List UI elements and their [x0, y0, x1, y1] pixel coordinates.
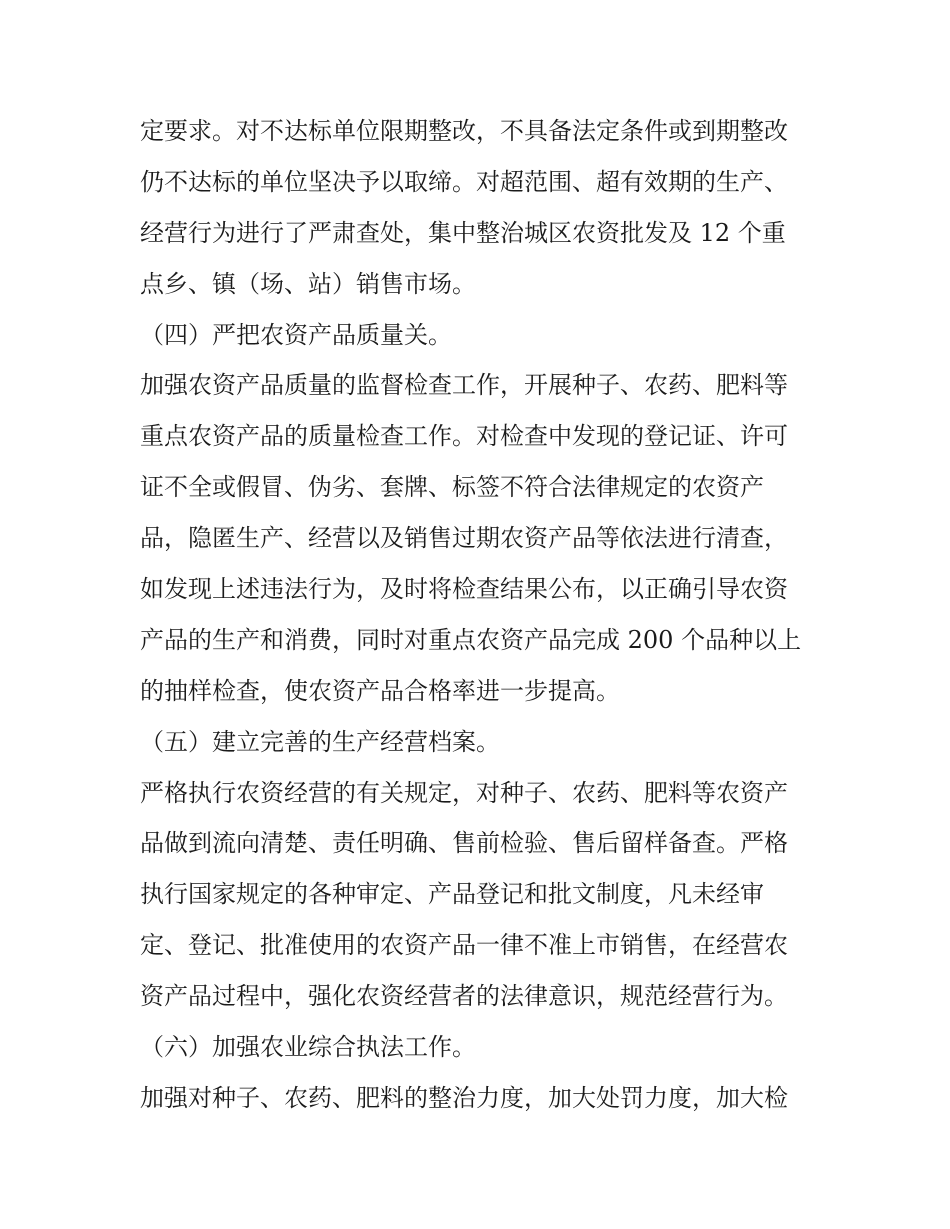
body-line: 定要求。对不达标单位限期整改，不具备法定条件或到期整改 — [140, 117, 788, 145]
body-line: 品，隐匿生产、经营以及销售过期农资产品等依法进行清查， — [140, 524, 788, 553]
section-heading-5: （五）建立完善的生产经营档案。 — [140, 727, 500, 756]
body-line: 证不全或假冒、伪劣、套牌、标签不符合法律规定的农资产 — [140, 473, 764, 502]
body-line: 严格执行农资经营的有关规定，对种子、农药、肥料等农资产 — [140, 778, 788, 807]
body-line: 如发现上述违法行为，及时将检查结果公布，以正确引导农资 — [140, 575, 788, 604]
body-line: 执行国家规定的各种审定、产品登记和批文制度，凡未经审 — [140, 880, 764, 909]
body-line: 点乡、镇（场、站）销售市场。 — [140, 269, 476, 298]
section-heading-4: （四）严把农资产品质量关。 — [140, 320, 452, 349]
body-line: 加强农资产品质量的监督检查工作，开展种子、农药、肥料等 — [140, 371, 788, 400]
section-heading-6: （六）加强农业综合执法工作。 — [140, 1033, 476, 1062]
body-line: 的抽样检查，使农资产品合格率进一步提高。 — [140, 676, 620, 705]
body-line: 重点农资产品的质量检查工作。对检查中发现的登记证、许可 — [140, 422, 788, 451]
body-line: 产品的生产和消费，同时对重点农资产品完成 200 个品种以上 — [140, 625, 802, 654]
body-line: 资产品过程中，强化农资经营者的法律意识，规范经营行为。 — [140, 982, 788, 1011]
body-line: 品做到流向清楚、责任明确、售前检验、售后留样备查。严格 — [140, 829, 788, 858]
body-line: 定、登记、批准使用的农资产品一律不准上市销售，在经营农 — [140, 931, 788, 960]
body-line: 经营行为进行了严肃查处，集中整治城区农资批发及 12 个重 — [140, 218, 786, 247]
body-line: 仍不达标的单位坚决予以取缔。对超范围、超有效期的生产、 — [140, 167, 788, 196]
document-body — [140, 106, 820, 1124]
body-line: 加强对种子、农药、肥料的整治力度，加大处罚力度，加大检 — [140, 1083, 788, 1112]
